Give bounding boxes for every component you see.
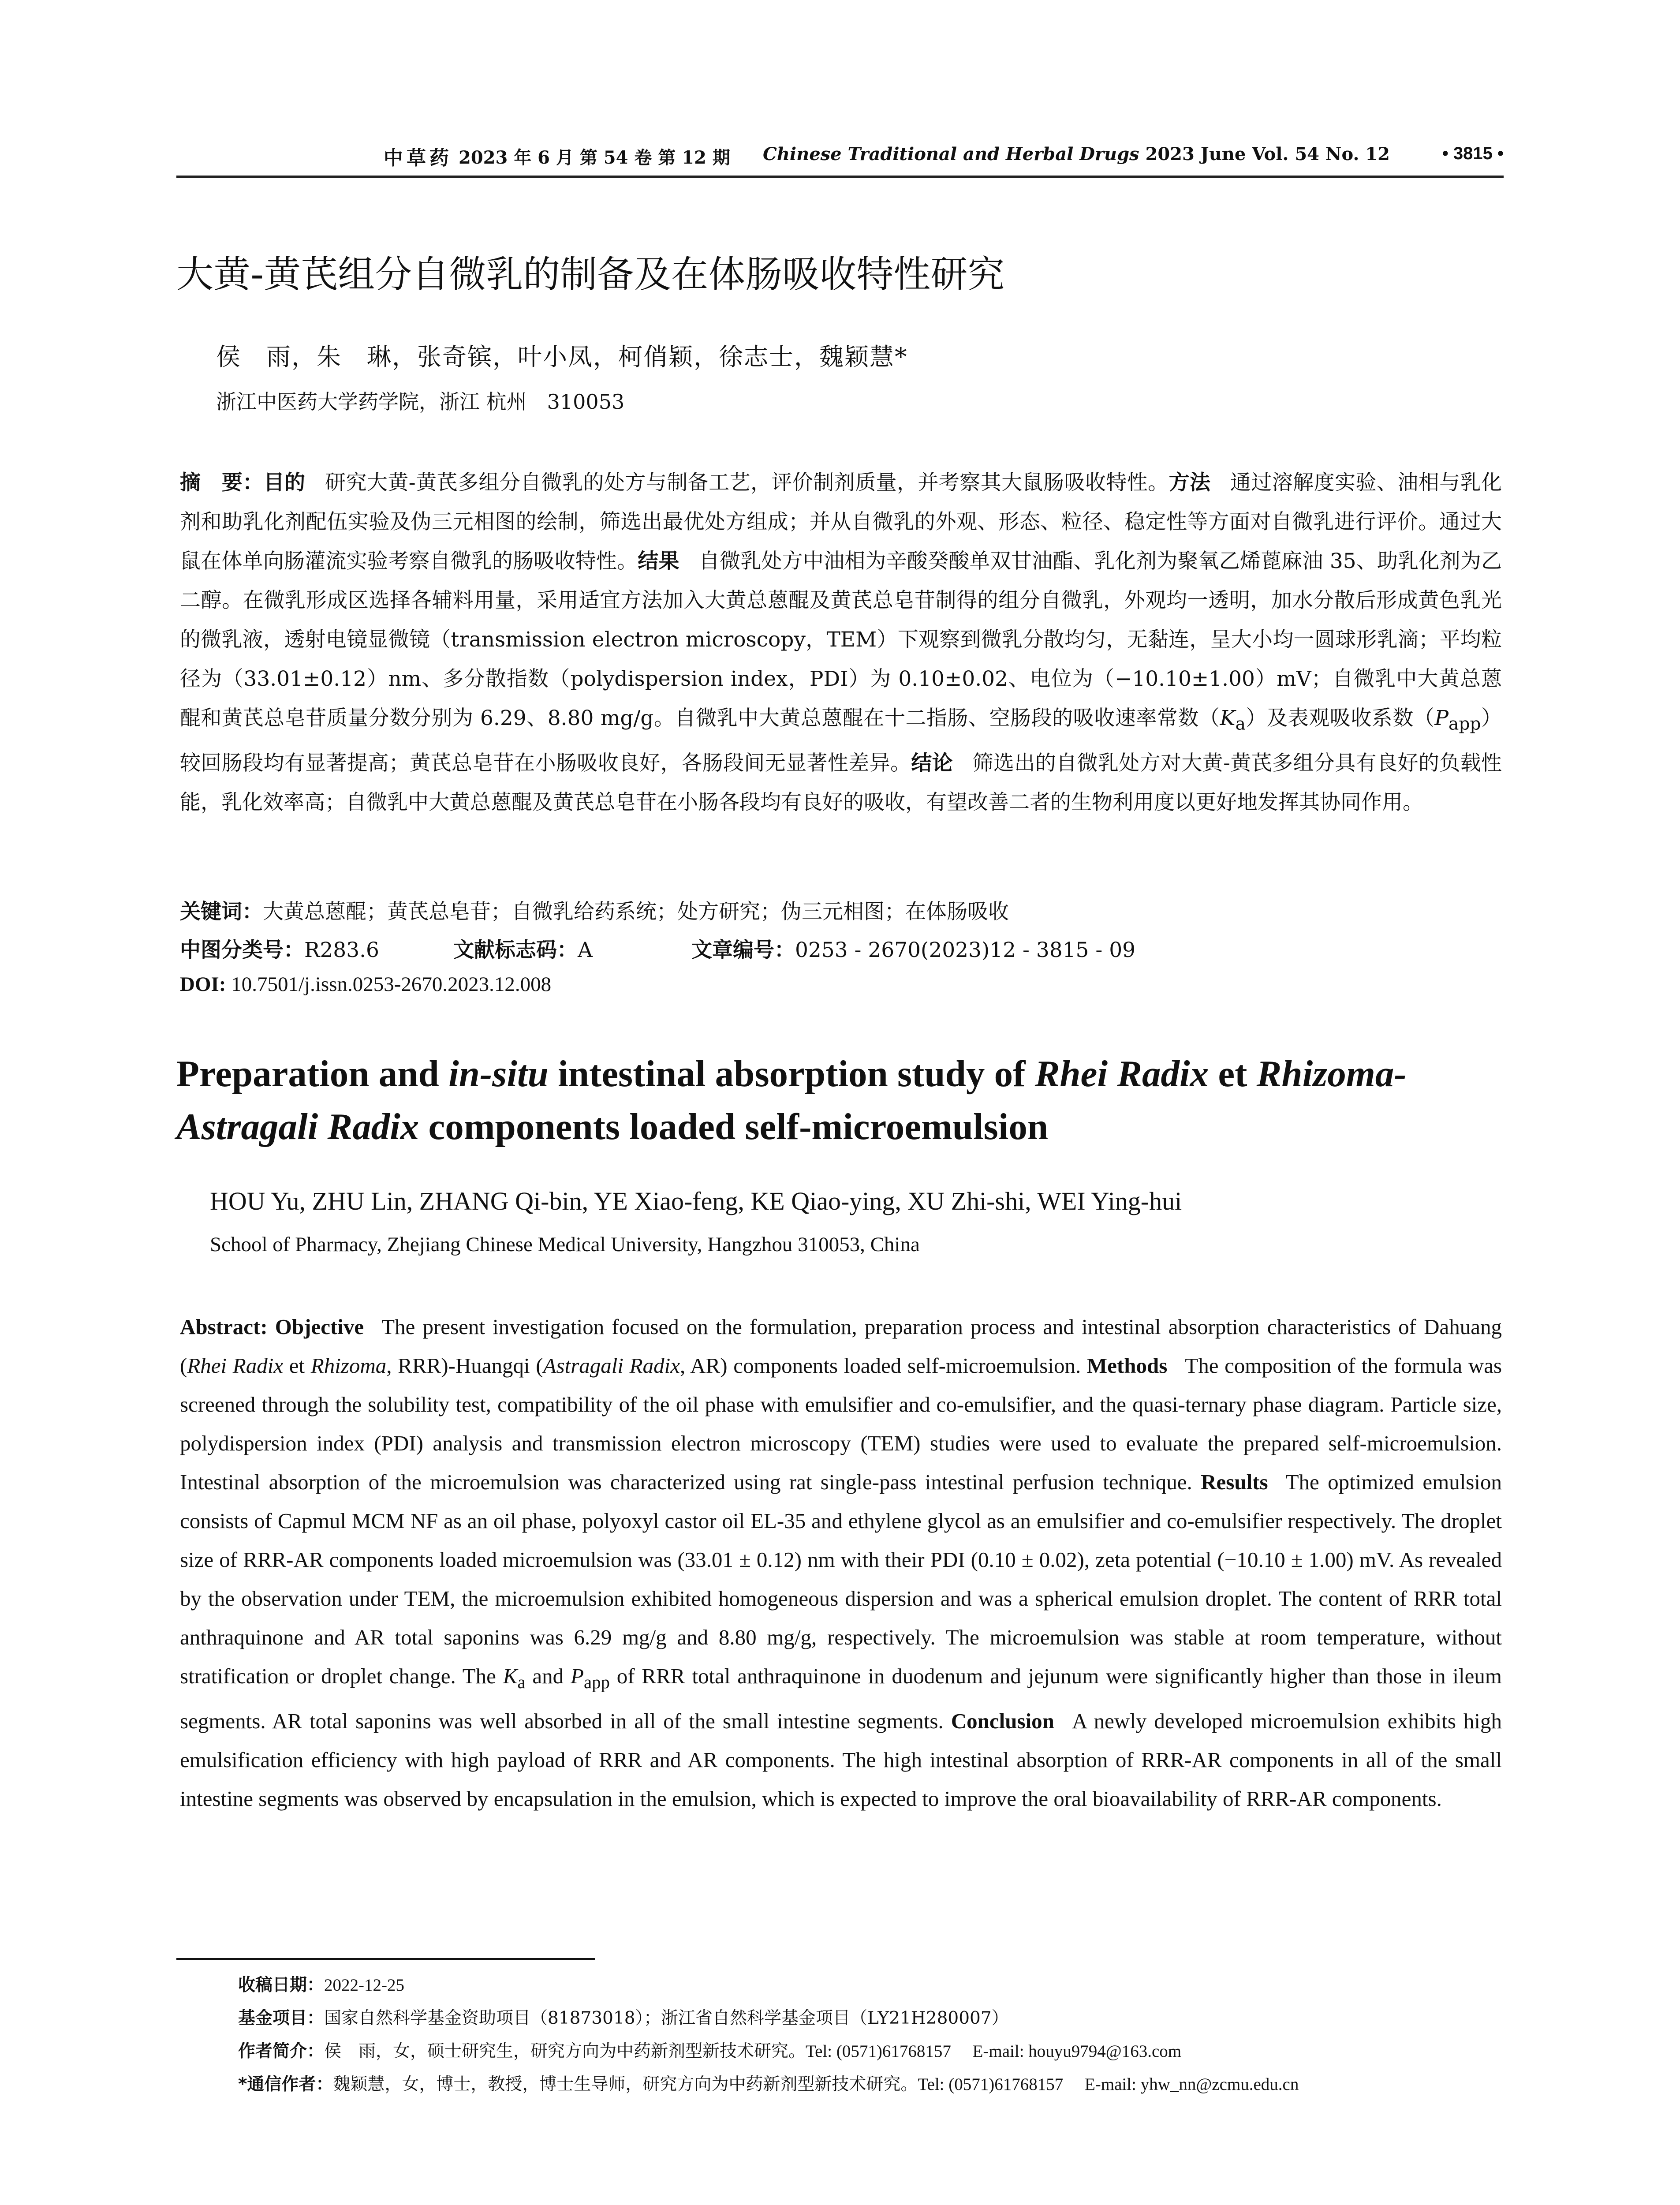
doi-line xyxy=(180,972,551,996)
results-and-en: and xyxy=(525,1664,571,1688)
title-cn: 大黄-黄芪组分自微乳的制备及在体肠吸收特性研究 xyxy=(176,253,1005,296)
fund-text: 国家自然科学基金资助项目（81873018）；浙江省自然科学基金项目（LY21H280007） xyxy=(324,2008,1009,2028)
conclusion-text-cn: 筛选出的自微乳处方对大黄-黄芪多组分具有良好的负载性能，乳化效率高；自微乳中大黄总蒽醌及黄芪总皂苷在小肠各段均有良好的吸收，有望改善二者的生物利用度以更好地发挥其协同作用。 xyxy=(180,751,1502,815)
abstract-cn xyxy=(180,463,1502,822)
keywords-label: 关键词： xyxy=(180,900,263,924)
affiliation-cn: 浙江中医药大学药学院，浙江 杭州 310053 xyxy=(216,390,625,414)
methods-label-cn: 方法 xyxy=(1169,471,1211,495)
objective-et-en: et xyxy=(283,1353,311,1378)
objective-text-en-a: The present investigation focused on the formulation, preparation process and intestinal absorption characteristics of Dahuang ( xyxy=(180,1315,1502,1378)
abstract-label-cn: 摘 要： xyxy=(180,471,264,495)
objective-label-cn: 目的 xyxy=(263,471,306,495)
objective-rhei-en: Rhei Radix xyxy=(187,1353,284,1378)
abstract-en xyxy=(180,1308,1502,1818)
clc-number: R283.6 xyxy=(304,938,379,962)
authors-en: HOU Yu, ZHU Lin, ZHANG Qi-bin, YE Xiao-feng, KE Qiao-ying, XU Zhi-shi, WEI Ying-hui xyxy=(210,1187,1182,1215)
methods-label-en: Methods xyxy=(1086,1353,1168,1378)
keywords: 大黄总蒽醌；黄芪总皂苷；自微乳给药系统；处方研究；伪三元相图；在体肠吸收 xyxy=(263,900,1009,924)
papp-symbol-en: P xyxy=(571,1664,584,1688)
title-en-rhei: Rhei Radix xyxy=(1034,1053,1209,1095)
classification-line xyxy=(180,934,1135,963)
objective-label-en: Objective xyxy=(275,1315,364,1339)
results-text-en-a: The optimized emulsion consists of Capmul MCM NF as an oil phase, polyoxyl castor oil EL-35 and ethylene glycol as an emulsifier and co-emulsifier respectively. The droplet size of RRR-AR components loaded microemulsion was (33.01 ± 0.12) nm with their PDI (0.10 ± 0.02), zeta potential (−10.10 ± 1.00) mV. As revealed by the observation under TEM, the microemulsion exhibited homogeneous dispersion and was a spherical emulsion droplet. The content of RRR total anthraquinone and AR total saponins was 6.29 mg/g and 8.80 mg/g, respectively. The microemulsion was stable at room temperature, without stratification or droplet change. The xyxy=(180,1470,1502,1688)
doi-label: DOI: xyxy=(180,973,226,996)
doc-code: A xyxy=(578,938,593,962)
corr-text: 魏颖慧，女，博士，教授，博士生导师，研究方向为中药新剂型新技术研究。 xyxy=(333,2074,918,2094)
ka-subscript-en: a xyxy=(517,1672,526,1692)
objective-astragali-en: Astragali Radix xyxy=(543,1353,680,1378)
results-text-cn-b: ）及表观吸收系数（ xyxy=(1245,706,1435,730)
received-date: 2022-12-25 xyxy=(324,1976,404,1995)
footnote-author xyxy=(238,2037,1181,2062)
conclusion-text-en: A newly developed microemulsion exhibits high emulsification efficiency with high payload of RRR and AR components. The high intestinal absorption of RRR-AR components in all of the small intestine segments was observed by encapsulation in the emulsion, which is expected to improve the oral bioavailability of RRR-AR components. xyxy=(180,1708,1502,1811)
ka-subscript-cn: a xyxy=(1235,714,1246,734)
results-label-en: Results xyxy=(1201,1470,1268,1494)
author-contact: Tel: (0571)61768157 E-mail: houyu9794@163.com xyxy=(806,2042,1182,2061)
results-text-cn-c: ）较回肠段均有显著提高；黄芪总皂苷在小肠吸收良好，各肠段间无显著性差异。 xyxy=(180,706,1502,776)
doi-value: 10.7501/j.issn.0253-2670.2023.12.008 xyxy=(231,973,552,996)
running-header xyxy=(176,140,1504,171)
title-en-part: components loaded self-microemulsion xyxy=(419,1106,1049,1147)
papp-symbol-cn: P xyxy=(1434,706,1449,730)
page-number: • 3815 • xyxy=(1442,144,1504,163)
methods-text-en: The composition of the formula was screened through the solubility test, compatibility of the oil phase with emulsifier and co-emulsifier, and the quasi-ternary phase diagram. Particle size, polydispersion index (PDI) analysis and transmission electron microscopy (TEM) studies were used to evaluate the prepared self-microemulsion. Intestinal absorption of the microemulsion was characterized using rat single-pass intestinal perfusion technique. xyxy=(180,1353,1502,1494)
journal-name-cn: 中草药 xyxy=(384,147,452,169)
issue-info-en: 2023 June Vol. 54 No. 12 xyxy=(1145,144,1390,164)
footnote-fund xyxy=(238,2004,1009,2029)
results-text-cn-a: 自微乳处方中油相为辛酸癸酸单双甘油酯、乳化剂为聚氧乙烯蓖麻油 35、助乳化剂为乙二醇。在微乳形成区选择各辅料用量，采用适宜方法加入大黄总蒽醌及黄芪总皂苷制得的组分自微乳，外观均一透明，加水分散后形成黄色乳光的微乳液，透射电镜显微镜（transmission electron microscopy，TEM）下观察到微乳分散均匀，无黏连，呈大小均一圆球形乳滴；平均粒径为（33.01±0.12）nm、多分散指数（polydispersion index，PDI）为 0.10±0.02、电位为（−10.10±1.00）mV；自微乳中大黄总蒽醌和黄芪总皂苷质量分数分别为 6.29、8.80 mg/g。自微乳中大黄总蒽醌在十二指肠、空肠段的吸收速率常数（ xyxy=(180,549,1502,730)
ka-symbol-en: K xyxy=(503,1664,518,1688)
author-text: 侯 雨，女，硕士研究生，研究方向为中药新剂型新技术研究。 xyxy=(324,2041,806,2061)
objective-rhizoma-en: Rhizoma xyxy=(310,1353,387,1378)
received-label: 收稿日期： xyxy=(238,1975,325,1995)
papp-subscript-cn: app xyxy=(1449,714,1481,734)
title-en-part: Preparation and xyxy=(176,1053,449,1095)
article-no-label: 文章编号： xyxy=(691,938,795,962)
footnote-received xyxy=(238,1971,404,1996)
title-en-insitu: in-situ xyxy=(448,1053,549,1095)
fund-label: 基金项目： xyxy=(238,2008,325,2028)
header-rule xyxy=(176,176,1504,178)
corr-contact: Tel: (0571)61768157 E-mail: yhw_nn@zcmu.edu.cn xyxy=(918,2075,1299,2094)
title-en-rhizoma: Rhizoma- xyxy=(1256,1053,1407,1095)
authors-cn: 侯 雨，朱 琳，张奇镔，叶小凤，柯俏颖，徐志士，魏颖慧* xyxy=(216,343,908,371)
objective-text-en-c: , AR) components loaded self-microemulsion. xyxy=(679,1353,1081,1378)
conclusion-label-cn: 结论 xyxy=(911,751,953,776)
article-no: 0253 - 2670(2023)12 - 3815 - 09 xyxy=(795,938,1136,962)
title-en-astragali: Astragali Radix xyxy=(176,1106,419,1147)
doc-code-label: 文献标志码： xyxy=(453,938,578,962)
results-text-en-b: of RRR total anthraquinone in duodenum and jejunum were significantly higher than those in ileum segments. AR total saponins was well absorbed in all of the small intestine segments. xyxy=(180,1664,1502,1733)
methods-text-cn: 通过溶解度实验、油相与乳化剂和助乳化剂配伍实验及伪三元相图的绘制，筛选出最优处方组成；并从自微乳的外观、形态、粒径、稳定性等方面对自微乳进行评价。通过大鼠在体单向肠灌流实验考察自微乳的肠吸收特性。 xyxy=(180,471,1502,573)
journal-issue-en xyxy=(763,144,1390,164)
clc-label: 中图分类号： xyxy=(180,938,304,962)
title-en-part: et xyxy=(1209,1053,1257,1095)
title-en-part: intestinal absorption study of xyxy=(548,1053,1035,1095)
objective-text-cn: 研究大黄-黄芪多组分自微乳的处方与制备工艺，评价制剂质量，并考察其大鼠肠吸收特性。 xyxy=(325,471,1169,495)
affiliation-en: School of Pharmacy, Zhejiang Chinese Medical University, Hangzhou 310053, China xyxy=(210,1233,920,1256)
abstract-label-en: Abstract: xyxy=(180,1315,268,1339)
conclusion-label-en: Conclusion xyxy=(951,1708,1054,1733)
title-en xyxy=(176,1047,1504,1153)
journal-name-en: Chinese Traditional and Herbal Drugs xyxy=(763,144,1139,164)
issue-info-cn: 2023 年 6 月 第 54 卷 第 12 期 xyxy=(459,147,730,168)
objective-text-en-b: , RRR)-Huangqi ( xyxy=(386,1353,543,1378)
papp-subscript-en: app xyxy=(583,1672,610,1692)
author-label: 作者简介： xyxy=(238,2041,325,2061)
results-label-cn: 结果 xyxy=(638,549,679,573)
footnote-rule xyxy=(176,1958,595,1960)
keywords-line xyxy=(180,895,1009,925)
footnote-corresponding xyxy=(238,2070,1299,2095)
corr-label: *通信作者： xyxy=(238,2074,333,2094)
ka-symbol-cn: K xyxy=(1220,706,1236,730)
